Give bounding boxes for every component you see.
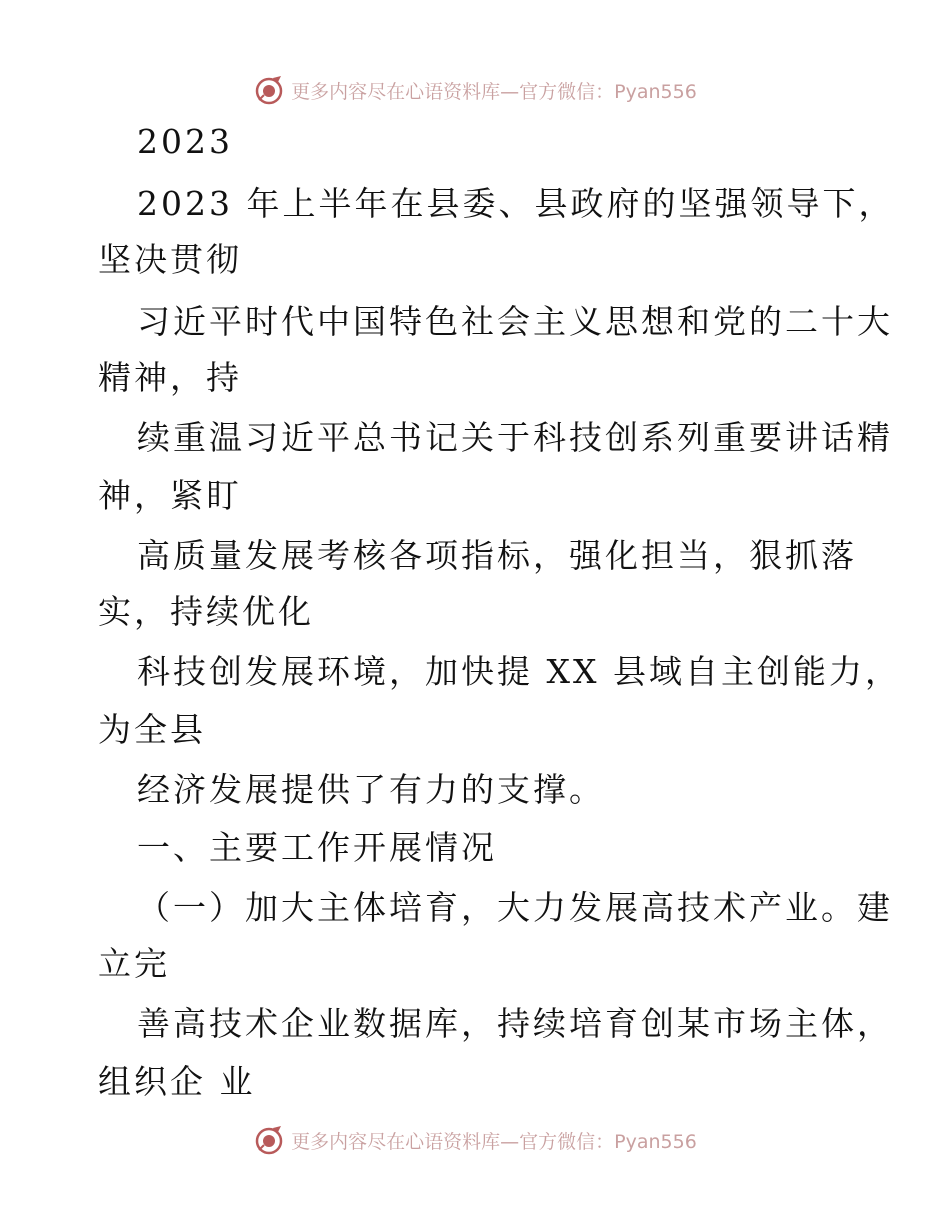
text-line: 组织企 业 (98, 1062, 256, 1101)
text-line: 精神，持 (98, 358, 242, 397)
text-line: 高质量发展考核各项指标，强化担当，狠抓落 (137, 536, 857, 575)
text-line: 善高技术企业数据库，持续培育创某市场主体， (137, 1004, 893, 1043)
text-line: 坚决贯彻 (98, 240, 242, 279)
watermark-text: 更多内容尽在心语资料库—官方微信：Pyan556 (291, 80, 697, 103)
quill-seal-icon (253, 1124, 285, 1156)
text-line: 2023 (137, 122, 233, 161)
text-line: 实，持续优化 (98, 592, 314, 631)
subsection-heading: （一）加大主体培育，大力发展高技术产业。建 (137, 888, 893, 927)
watermark-text: 更多内容尽在心语资料库—官方微信：Pyan556 (291, 1130, 697, 1153)
watermark-banner-bottom (0, 1120, 950, 1160)
text-line: 经济发展提供了有力的支撑。 (137, 770, 605, 809)
text-line: 续重温习近平总书记关于科技创系列重要讲话精 (137, 418, 893, 457)
quill-seal-icon (253, 74, 285, 106)
watermark-banner-inner (253, 74, 697, 106)
text-line: 科技创发展环境，加快提 XX 县域自主创能力， (137, 652, 901, 691)
section-heading: 一、主要工作开展情况 (137, 828, 497, 867)
watermark-banner-top (0, 70, 950, 110)
text-line: 立完 (98, 944, 170, 983)
text-line: 为全县 (98, 710, 206, 749)
text-line: 2023 年上半年在县委、县政府的坚强领导下， (137, 184, 895, 223)
text-line: 神，紧盯 (98, 476, 242, 515)
watermark-banner-inner (253, 1124, 697, 1156)
text-line: 习近平时代中国特色社会主义思想和党的二十大 (137, 302, 893, 341)
